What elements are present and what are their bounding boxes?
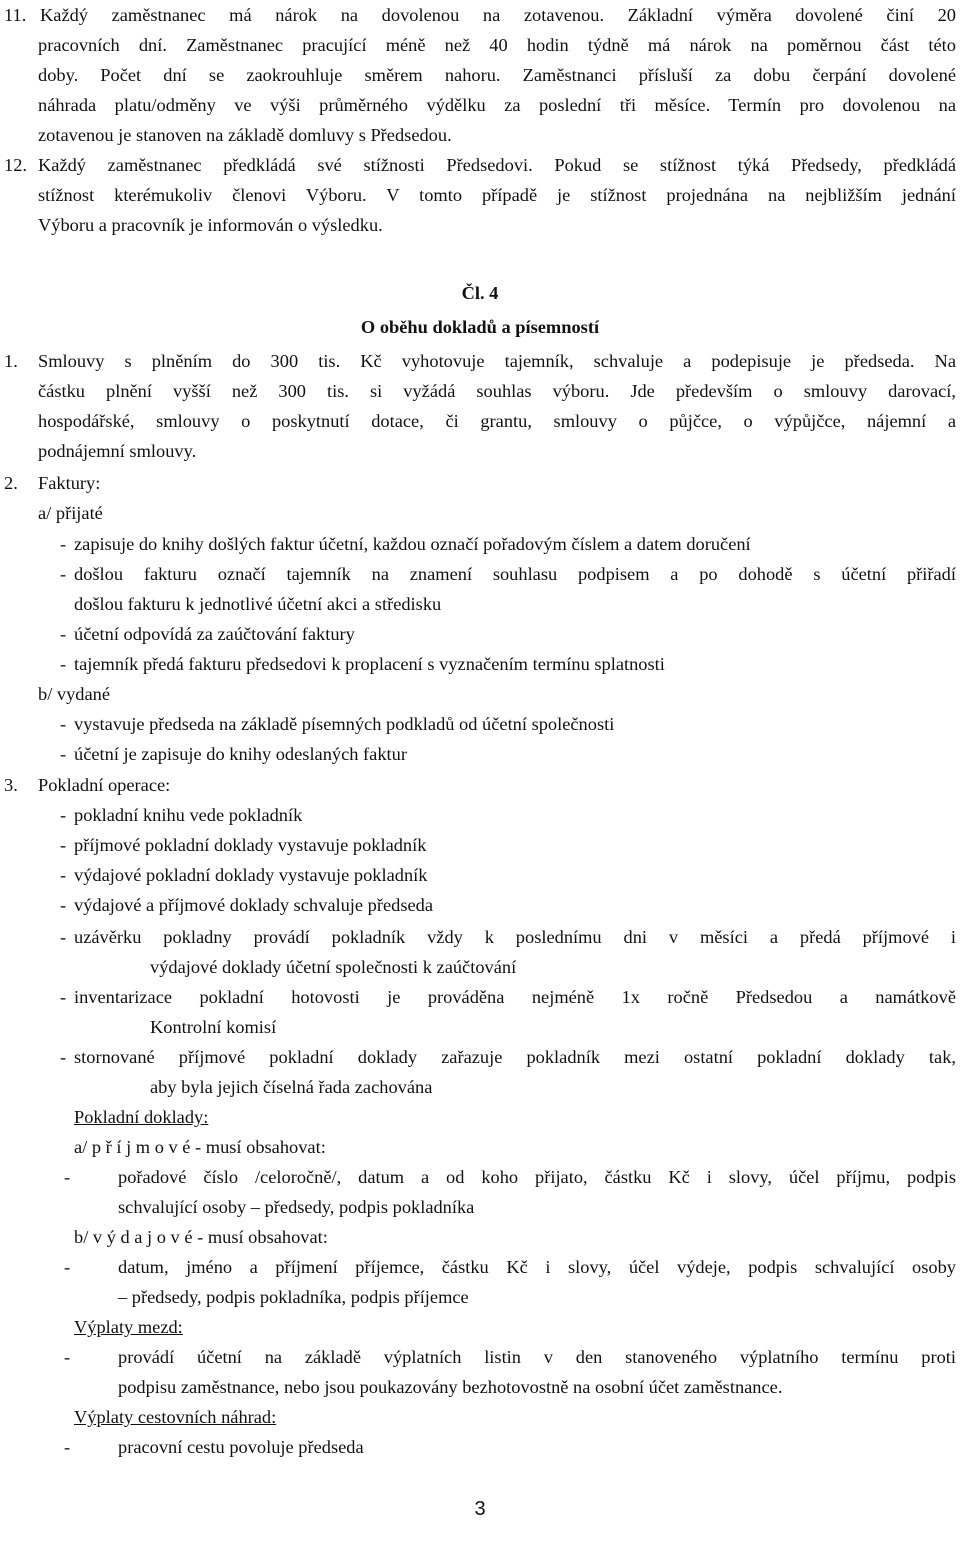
dash: -	[60, 744, 67, 764]
dash: -	[60, 895, 67, 915]
text-line: Každý zaměstnanec má nárok na dovolenou na zotavenou. Základní výměra dovolené činí 20	[40, 5, 956, 25]
text-line: doby. Počet dní se zaokrouhluje směrem nahoru. Zaměstnanci přísluší za dobu čerpání dovolené	[38, 65, 956, 85]
text-line: Smlouvy s plněním do 300 tis. Kč vyhotovuje tajemník, schvaluje a podepisuje je předseda. Na	[38, 351, 956, 371]
text-line: Každý zaměstnanec předkládá své stížnosti Předsedovi. Pokud se stížnost týká Předsedy, předkládá	[38, 155, 956, 175]
dash: -	[60, 564, 67, 584]
section-2	[4, 468, 956, 768]
article-number: Čl. 4	[461, 283, 499, 303]
item-text-continued: Kontrolní komisí	[150, 1017, 277, 1037]
item-text: pokladní knihu vede pokladník	[74, 805, 303, 825]
item-text-continued: schvalující osoby – předsedy, podpis pokladníka	[118, 1197, 475, 1217]
dash: -	[64, 1437, 71, 1457]
section-number: 1.	[4, 351, 18, 371]
text-line: Výboru a pracovník je informován o výsledku.	[38, 215, 383, 235]
item-text-continued: výdajové doklady účetní společnosti k zaúčtování	[150, 957, 517, 977]
vydajove-label: b/ v ý d a j o v é - musí obsahovat:	[74, 1227, 328, 1247]
dash: -	[64, 1347, 71, 1367]
item-text: inventarizace pokladní hotovosti je prováděna nejméně 1x ročně Předsedou a namátkově	[74, 987, 956, 1007]
dash: -	[60, 624, 67, 644]
text-line: náhrada platu/odměny ve výši průměrného výdělku za poslední tři měsíce. Termín pro dovolenou na	[38, 95, 956, 115]
article-title: O oběhu dokladů a písemností	[360, 317, 600, 337]
text-line: pracovních dní. Zaměstnanec pracující méně než 40 hodin týdně má nárok na poměrnou část této	[38, 35, 956, 55]
text-line: částku plnění vyšší než 300 tis. si vyžádá souhlas výboru. Jde především o smlouvy darovací,	[38, 381, 956, 401]
item-text-continued: podpisu zaměstnance, nebo jsou poukazovány bezhotovostně na osobní účet zaměstnance.	[118, 1377, 783, 1397]
item-text: tajemník předá fakturu předsedovi k proplacení s vyznačením termínu splatnosti	[74, 654, 665, 674]
dash: -	[60, 987, 67, 1007]
item-text: účetní je zapisuje do knihy odeslaných faktur	[74, 744, 407, 764]
section-number: 3.	[4, 775, 18, 795]
item-text: příjmové pokladní doklady vystavuje pokladník	[74, 835, 427, 855]
item-text: pořadové číslo /celoročně/, datum a od koho přijato, částku Kč i slovy, účel příjmu, podpis	[118, 1167, 956, 1187]
item-text: došlou fakturu označí tajemník na znamení souhlasu podpisem a po dohodě s účetní přiřadí	[74, 564, 956, 584]
section-title: Faktury:	[38, 473, 101, 493]
text-line: podnájemní smlouvy.	[38, 441, 197, 461]
doklady-heading: Pokladní doklady:	[74, 1107, 209, 1127]
text-line: hospodářské, smlouvy o poskytnutí dotace, či grantu, smlouvy o půjčce, o výpůjčce, nájemní a	[38, 411, 956, 431]
item-text: pracovní cestu povoluje předseda	[118, 1437, 364, 1457]
section-number: 2.	[4, 473, 18, 493]
paragraph-number: 11.	[4, 5, 27, 25]
item-text: provádí účetní na základě výplatních listin v den stanoveného výplatního termínu proti	[118, 1347, 956, 1367]
dash: -	[60, 654, 67, 674]
item-text-continued: došlou fakturu k jednotlivé účetní akci a středisku	[74, 594, 442, 614]
dash: -	[64, 1257, 71, 1277]
prijmove-label: a/ p ř í j m o v é - musí obsahovat:	[74, 1137, 326, 1157]
item-text: vystavuje předseda na základě písemných podkladů od účetní společnosti	[74, 714, 615, 734]
section-3	[4, 770, 956, 1470]
text-line: stížnost kterémukoliv členovi Výboru. V tomto případě je stížnost projednána na nejbližším jednání	[38, 185, 956, 205]
item-text: výdajové a příjmové doklady schvaluje předseda	[74, 895, 434, 915]
paragraph-number: 12.	[4, 155, 27, 175]
item-text-continued: – předsedy, podpis pokladníka, podpis příjemce	[118, 1287, 469, 1307]
dash: -	[60, 927, 67, 947]
page-number: 3	[474, 1498, 486, 1520]
item-text: výdajové pokladní doklady vystavuje pokladník	[74, 865, 428, 885]
item-text: zapisuje do knihy došlých faktur účetní, každou označí pořadovým číslem a datem doručení	[74, 534, 751, 554]
subsection-label: b/ vydané	[38, 684, 111, 704]
dash: -	[60, 805, 67, 825]
dash: -	[60, 865, 67, 885]
mzdy-heading: Výplaty mezd:	[74, 1317, 183, 1337]
dash: -	[64, 1167, 71, 1187]
item-text: datum, jméno a příjmení příjemce, částku Kč i slovy, účel výdeje, podpis schvalující osoby	[118, 1257, 956, 1277]
subsection-label: a/ přijaté	[38, 503, 103, 523]
item-text: účetní odpovídá za zaúčtování faktury	[74, 624, 355, 644]
cestovni-heading: Výplaty cestovních náhrad:	[74, 1407, 277, 1427]
dash: -	[60, 1047, 67, 1067]
item-text-continued: aby byla jejich číselná řada zachována	[150, 1077, 433, 1097]
dash: -	[60, 714, 67, 734]
dash: -	[60, 534, 67, 554]
text-line: zotavenou je stanoven na základě domluvy s Předsedou.	[38, 125, 452, 145]
item-text: uzávěrku pokladny provádí pokladník vždy k poslednímu dni v měsíci a předá příjmové i	[74, 927, 956, 947]
dash: -	[60, 835, 67, 855]
section-title: Pokladní operace:	[38, 775, 171, 795]
item-text: stornované příjmové pokladní doklady zařazuje pokladník mezi ostatní pokladní doklady tak,	[74, 1047, 956, 1067]
